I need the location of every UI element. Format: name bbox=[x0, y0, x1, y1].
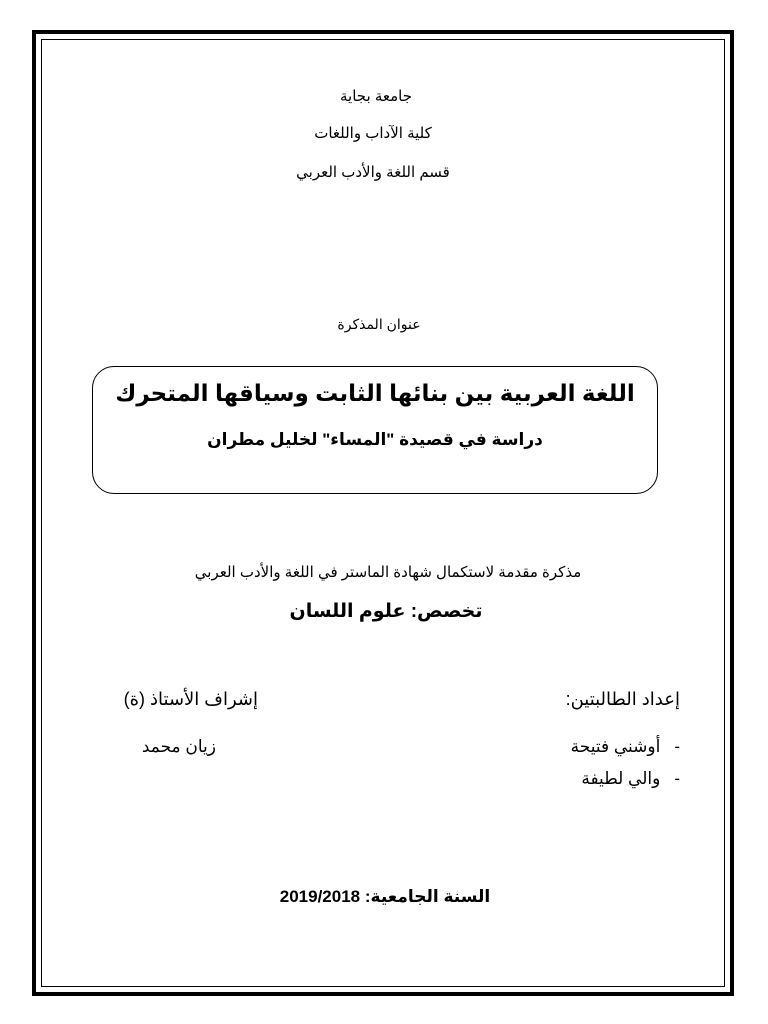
university-name: جامعة بجاية bbox=[340, 88, 412, 105]
memo-title-label: عنوان المذكرة bbox=[337, 316, 421, 332]
page-border-inner bbox=[41, 39, 725, 987]
title-box bbox=[92, 366, 658, 494]
student-item bbox=[581, 769, 680, 789]
memo-subtitle: دراسة في قصيدة "المساء" لخليل مطران bbox=[207, 430, 543, 449]
academic-year: السنة الجامعية: 2019/2018 bbox=[279, 887, 491, 906]
faculty-name: كلية الآداب واللغات bbox=[314, 125, 432, 142]
memo-description: مذكرة مقدمة لاستكمال شهادة الماستر في اللغة والأدب العربي bbox=[194, 564, 582, 581]
department-name: قسم اللغة والأدب العربي bbox=[296, 164, 450, 181]
student-name: أوشني فتيحة bbox=[570, 737, 661, 756]
student-item bbox=[571, 737, 680, 757]
prepared-by-label: إعداد الطالبتين: bbox=[565, 689, 680, 709]
memo-main-title: اللغة العربية بين بنائها الثابت وسياقها المتحرك bbox=[115, 380, 635, 406]
supervisor-label: إشراف الأستاذ (ة) bbox=[123, 689, 258, 709]
specialty: تخصص: علوم اللسان bbox=[289, 601, 483, 622]
list-dash: - bbox=[674, 737, 680, 756]
student-name: والي لطيفة bbox=[581, 769, 661, 788]
list-dash: - bbox=[674, 769, 680, 788]
supervisor-name: زيان محمد bbox=[141, 737, 216, 756]
